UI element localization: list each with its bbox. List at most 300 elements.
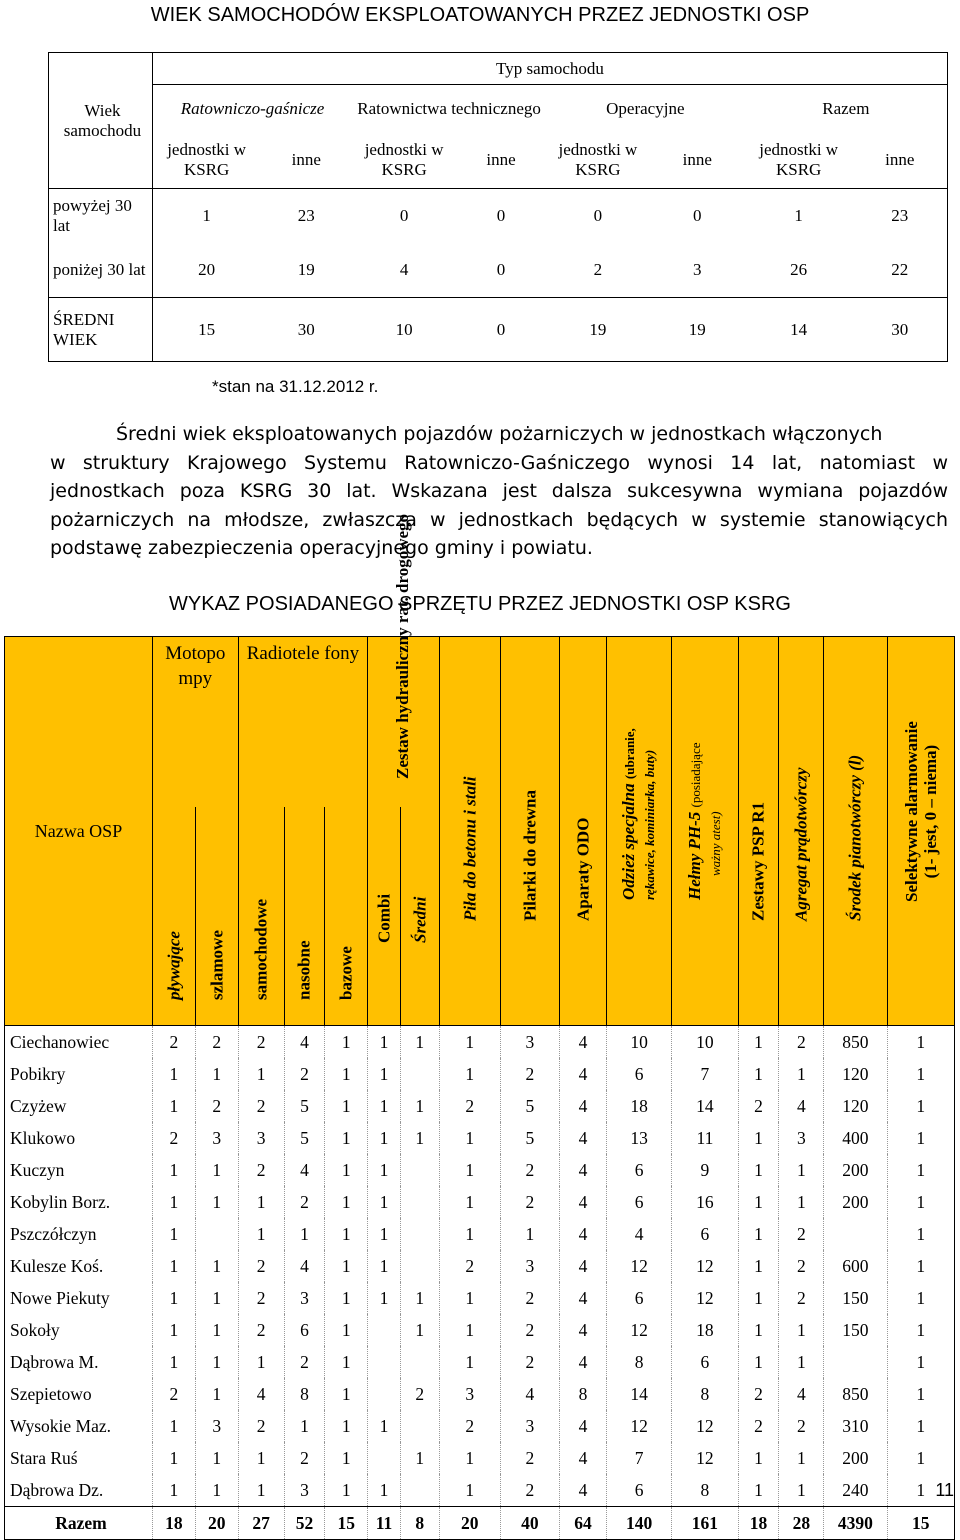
table-cell: 2	[779, 1250, 824, 1282]
table-cell: 1	[439, 1186, 500, 1218]
zestaw-header: Zestaw hydrauliczny rat. drogowego	[368, 637, 439, 808]
table-cell: 12	[606, 1314, 671, 1346]
table-cell: 2	[779, 1218, 824, 1250]
cell: 4	[352, 243, 456, 298]
sub-header: inne	[486, 150, 516, 170]
odo-header: Aparaty ODO	[573, 817, 593, 921]
table-cell: 3	[779, 1122, 824, 1154]
table-cell: 1	[152, 1314, 195, 1346]
cell: 10	[352, 298, 456, 362]
type-header: Typ samochodu	[152, 53, 947, 85]
table-cell: 1	[887, 1186, 954, 1218]
vehicle-age-table	[48, 52, 948, 362]
equipment-title: WYKAZ POSIADANEGO SPRZĘTU PRZEZ JEDNOSTKI OSP KSRG	[169, 593, 791, 615]
table-cell: 10	[606, 1026, 671, 1059]
table-cell: 1	[195, 1250, 238, 1282]
table-row	[5, 1218, 955, 1250]
table-cell: 11	[368, 1507, 401, 1540]
table-cell: 1	[439, 1346, 500, 1378]
table-cell: 2	[500, 1314, 559, 1346]
table-cell: 4	[560, 1122, 607, 1154]
table-cell: 4390	[824, 1507, 887, 1540]
cell: 20	[152, 243, 260, 298]
table-cell: 1	[779, 1474, 824, 1507]
table-cell: 2	[738, 1090, 779, 1122]
table-cell: 2	[439, 1250, 500, 1282]
table-cell: 6	[606, 1186, 671, 1218]
table-cell: 18	[606, 1090, 671, 1122]
table-row	[5, 1314, 955, 1346]
table-cell: 1	[738, 1442, 779, 1474]
bazowe-header: bazowe	[336, 946, 356, 1000]
page-title: WIEK SAMOCHODÓW EKSPLOATOWANYCH PRZEZ JEDNOSTKI OSP	[150, 4, 810, 26]
table-cell: 4	[560, 1218, 607, 1250]
table-cell: 3	[195, 1410, 238, 1442]
table-cell: 64	[560, 1507, 607, 1540]
table-cell: 3	[500, 1410, 559, 1442]
table-cell: 1	[400, 1090, 439, 1122]
table-cell: 1	[368, 1250, 401, 1282]
table-cell: 3	[195, 1122, 238, 1154]
table-cell: 2	[779, 1026, 824, 1059]
osp-name: Stara Ruś	[5, 1442, 153, 1474]
table-cell: 2	[284, 1186, 325, 1218]
table-cell: 1	[887, 1218, 954, 1250]
table-cell: 1	[368, 1154, 401, 1186]
date-note: *stan na 31.12.2012 r.	[212, 377, 379, 396]
odziez-header: Odzież specjalna (ubranie, rękawice, kominiarka, buty)	[619, 728, 658, 900]
table-cell: 2	[738, 1410, 779, 1442]
table-cell: 2	[152, 1378, 195, 1410]
table-cell: 3	[439, 1378, 500, 1410]
table-cell: 1	[887, 1378, 954, 1410]
table-cell: 1	[325, 1442, 368, 1474]
table-cell: 1	[325, 1282, 368, 1314]
table-cell: 240	[824, 1474, 887, 1507]
table-cell: 1	[738, 1250, 779, 1282]
table-cell	[400, 1474, 439, 1507]
table-cell: 12	[672, 1442, 738, 1474]
table-cell: 12	[606, 1250, 671, 1282]
table-cell: 1	[238, 1058, 284, 1090]
table-cell: 2	[238, 1154, 284, 1186]
table-cell: 1	[368, 1474, 401, 1507]
table-cell: 2	[195, 1026, 238, 1059]
table-cell: 27	[238, 1507, 284, 1540]
cell: 30	[260, 298, 352, 362]
table-cell: 1	[195, 1442, 238, 1474]
table-cell: 4	[500, 1378, 559, 1410]
table-cell: 18	[152, 1507, 195, 1540]
table-cell: 1	[887, 1314, 954, 1346]
cell: 30	[853, 298, 948, 362]
table-cell: 1	[368, 1186, 401, 1218]
table-cell: 1	[887, 1410, 954, 1442]
table-cell	[400, 1218, 439, 1250]
motopompy-header: Motopo mpy	[152, 637, 238, 808]
table-cell: 3	[284, 1474, 325, 1507]
osp-name: Czyżew	[5, 1090, 153, 1122]
group-rg: Ratowniczo-gaśnicze	[152, 85, 352, 133]
age-row-average	[49, 298, 948, 362]
cell: 15	[152, 298, 260, 362]
table-cell: 1	[738, 1282, 779, 1314]
table-cell: 1	[400, 1314, 439, 1346]
table-cell: 1	[152, 1058, 195, 1090]
table-cell: 2	[152, 1122, 195, 1154]
table-cell: 2	[500, 1186, 559, 1218]
table-cell: 1	[368, 1026, 401, 1059]
table-cell: 1	[738, 1218, 779, 1250]
table-cell: 18	[672, 1314, 738, 1346]
table-cell: 14	[672, 1090, 738, 1122]
table-cell: 1	[195, 1474, 238, 1507]
table-cell	[368, 1314, 401, 1346]
table-cell: 1	[500, 1218, 559, 1250]
table-cell: 1	[368, 1410, 401, 1442]
table-cell: 1	[439, 1282, 500, 1314]
table-cell: 1	[195, 1346, 238, 1378]
table-cell: 1	[152, 1154, 195, 1186]
table-cell: 1	[368, 1090, 401, 1122]
cell: 19	[546, 298, 650, 362]
table-row	[5, 1442, 955, 1474]
table-cell: 11	[672, 1122, 738, 1154]
table-cell: 1	[195, 1378, 238, 1410]
table-cell: 13	[606, 1122, 671, 1154]
osp-name: Dąbrowa M.	[5, 1346, 153, 1378]
table-cell: 1	[887, 1346, 954, 1378]
cell: 19	[650, 298, 745, 362]
srodek-header: Środek pianotwórczy (l)	[845, 754, 865, 921]
table-cell: 6	[284, 1314, 325, 1346]
table-cell	[368, 1442, 401, 1474]
table-cell: 2	[238, 1090, 284, 1122]
table-cell: 2	[195, 1090, 238, 1122]
cell: 19	[260, 243, 352, 298]
group-op: Operacyjne	[606, 98, 685, 118]
osp-name: Nowe Piekuty	[5, 1282, 153, 1314]
table-cell	[824, 1218, 887, 1250]
table-cell: 4	[560, 1058, 607, 1090]
table-cell: 1	[238, 1218, 284, 1250]
table-cell: 2	[238, 1250, 284, 1282]
cell: 23	[260, 189, 352, 243]
table-cell: 1	[887, 1250, 954, 1282]
table-cell: 1	[887, 1442, 954, 1474]
table-cell: 1	[887, 1282, 954, 1314]
helmy-header: Hełmy PH-5 (posiadające ważny atest)	[684, 742, 723, 900]
table-cell: 1	[368, 1058, 401, 1090]
table-cell: 1	[152, 1218, 195, 1250]
table-cell: 120	[824, 1090, 887, 1122]
table-cell: 1	[887, 1474, 954, 1507]
table-cell: 4	[560, 1186, 607, 1218]
table-cell: 28	[779, 1507, 824, 1540]
table-cell: 1	[738, 1474, 779, 1507]
table-cell: 161	[672, 1507, 738, 1540]
table-cell: 8	[284, 1378, 325, 1410]
table-cell: 4	[560, 1026, 607, 1059]
sub-header: jednostki w KSRG	[364, 140, 444, 180]
table-cell: 1	[284, 1218, 325, 1250]
table-cell: 1	[400, 1282, 439, 1314]
table-cell: 1	[439, 1442, 500, 1474]
sub-header: jednostki w KSRG	[558, 140, 638, 180]
total-row	[5, 1507, 955, 1540]
table-cell	[368, 1346, 401, 1378]
sub-header: jednostki w KSRG	[152, 133, 260, 189]
table-cell: 4	[560, 1346, 607, 1378]
sredni-header: Średni	[410, 896, 430, 943]
table-cell: 9	[672, 1154, 738, 1186]
table-cell: 1	[779, 1442, 824, 1474]
radiotelefony-header: Radiotele fony	[238, 637, 368, 808]
table-cell: 1	[779, 1154, 824, 1186]
table-cell: 2	[238, 1026, 284, 1059]
cell: 0	[456, 189, 546, 243]
age-subheader-row	[49, 133, 948, 189]
pila-header: Piła do betonu i stali	[460, 776, 480, 921]
table-cell: 2	[238, 1314, 284, 1346]
table-cell: 4	[284, 1154, 325, 1186]
table-cell: 4	[560, 1314, 607, 1346]
osp-name: Pszczółczyn	[5, 1218, 153, 1250]
table-cell: 2	[500, 1474, 559, 1507]
table-cell: 8	[606, 1346, 671, 1378]
table-cell: 52	[284, 1507, 325, 1540]
osp-name: Pobikry	[5, 1058, 153, 1090]
table-cell: 1	[439, 1026, 500, 1059]
table-cell: 1	[325, 1026, 368, 1059]
table-cell: 4	[238, 1378, 284, 1410]
sub-header: inne	[291, 150, 321, 170]
table-cell: 200	[824, 1442, 887, 1474]
table-cell	[400, 1186, 439, 1218]
cell: 0	[456, 243, 546, 298]
table-cell: 850	[824, 1026, 887, 1059]
table-cell: 2	[779, 1282, 824, 1314]
table-cell: 4	[284, 1026, 325, 1059]
table-cell	[824, 1346, 887, 1378]
table-cell: 1	[325, 1410, 368, 1442]
table-cell: 1	[152, 1474, 195, 1507]
table-cell: 12	[672, 1250, 738, 1282]
osp-name: Dąbrowa Dz.	[5, 1474, 153, 1507]
table-cell: 1	[238, 1474, 284, 1507]
table-cell: 1	[195, 1282, 238, 1314]
osp-name: Kuczyn	[5, 1154, 153, 1186]
table-cell	[400, 1154, 439, 1186]
table-cell: 2	[400, 1378, 439, 1410]
table-cell: 1	[152, 1346, 195, 1378]
table-cell: 40	[500, 1507, 559, 1540]
table-cell: 1	[284, 1410, 325, 1442]
table-cell: 1	[400, 1026, 439, 1059]
sub-header: jednostki w KSRG	[759, 140, 839, 180]
osp-name: Ciechanowiec	[5, 1026, 153, 1059]
table-cell: 2	[152, 1026, 195, 1059]
table-cell: 1	[738, 1186, 779, 1218]
table-cell: 310	[824, 1410, 887, 1442]
table-cell: 1	[887, 1090, 954, 1122]
table-cell: 15	[887, 1507, 954, 1540]
age-row-above-30	[49, 189, 948, 243]
table-cell: 1	[887, 1122, 954, 1154]
table-cell: 2	[284, 1442, 325, 1474]
table-cell: 4	[560, 1090, 607, 1122]
table-cell: 1	[195, 1058, 238, 1090]
summary-paragraph	[50, 420, 948, 563]
table-cell: 1	[368, 1282, 401, 1314]
table-cell: 1	[400, 1442, 439, 1474]
table-cell: 3	[284, 1282, 325, 1314]
table-row	[5, 1154, 955, 1186]
table-cell: 4	[560, 1154, 607, 1186]
table-cell: 120	[824, 1058, 887, 1090]
table-cell: 1	[738, 1026, 779, 1059]
table-cell: 1	[152, 1186, 195, 1218]
row-label: ŚREDNI WIEK	[49, 298, 153, 362]
table-cell: 1	[738, 1346, 779, 1378]
table-cell: 1	[195, 1154, 238, 1186]
cell: 0	[352, 189, 456, 243]
cell: 3	[650, 243, 745, 298]
table-cell: 1	[887, 1154, 954, 1186]
table-cell: 1	[325, 1346, 368, 1378]
cell: 23	[853, 189, 948, 243]
table-cell: 1	[152, 1442, 195, 1474]
table-cell	[400, 1410, 439, 1442]
table-cell: 1	[195, 1186, 238, 1218]
cell: 1	[152, 189, 260, 243]
table-cell: 2	[738, 1378, 779, 1410]
table-row	[5, 1090, 955, 1122]
osp-name: Klukowo	[5, 1122, 153, 1154]
table-cell: 5	[284, 1122, 325, 1154]
table-cell: 2	[238, 1282, 284, 1314]
table-row	[5, 1058, 955, 1090]
table-cell: 6	[606, 1474, 671, 1507]
table-cell: 1	[238, 1186, 284, 1218]
row-label: poniżej 30 lat	[49, 243, 153, 298]
table-cell: 6	[672, 1346, 738, 1378]
alarm-header: Selektywne alarmowanie (1- jest, 0 – niema)	[901, 721, 940, 902]
table-cell: 14	[606, 1378, 671, 1410]
osp-name: Sokoły	[5, 1314, 153, 1346]
table-cell: 1	[439, 1058, 500, 1090]
table-cell: 6	[606, 1154, 671, 1186]
table-cell: 1	[439, 1122, 500, 1154]
table-cell: 1	[325, 1058, 368, 1090]
page-number: 11	[935, 1480, 954, 1500]
age-row-below-30	[49, 243, 948, 298]
table-cell: 1	[325, 1314, 368, 1346]
table-cell: 8	[672, 1474, 738, 1507]
table-cell: 1	[195, 1314, 238, 1346]
table-cell	[400, 1058, 439, 1090]
table-cell: 850	[824, 1378, 887, 1410]
combi-header: Combi	[374, 893, 394, 943]
table-cell: 1	[779, 1058, 824, 1090]
table-cell: 3	[500, 1026, 559, 1059]
cell: 26	[745, 243, 853, 298]
cell: 0	[546, 189, 650, 243]
table-cell: 12	[672, 1410, 738, 1442]
pilarki-header: Pilarki do drewna	[520, 790, 540, 921]
row-label: powyżej 30 lat	[49, 189, 153, 243]
cell: 22	[853, 243, 948, 298]
table-cell: 1	[738, 1058, 779, 1090]
table-cell: 20	[439, 1507, 500, 1540]
osp-name: Razem	[5, 1507, 153, 1540]
table-cell: 4	[560, 1282, 607, 1314]
table-row	[5, 1346, 955, 1378]
table-cell: 8	[672, 1378, 738, 1410]
table-cell: 2	[238, 1410, 284, 1442]
table-cell: 150	[824, 1314, 887, 1346]
table-cell: 12	[606, 1410, 671, 1442]
table-cell: 2	[500, 1282, 559, 1314]
table-cell: 4	[284, 1250, 325, 1282]
table-cell: 2	[439, 1090, 500, 1122]
plywajace-header: pływające	[164, 931, 184, 1000]
cell: 0	[456, 298, 546, 362]
table-cell: 7	[606, 1442, 671, 1474]
table-cell: 1	[887, 1026, 954, 1059]
sub-header: inne	[682, 150, 712, 170]
table-cell: 1	[152, 1250, 195, 1282]
cell: 14	[745, 298, 853, 362]
table-row	[5, 1250, 955, 1282]
table-cell: 2	[439, 1410, 500, 1442]
sub-header: inne	[853, 133, 948, 189]
table-cell: 1	[738, 1122, 779, 1154]
table-cell: 2	[500, 1346, 559, 1378]
table-cell: 1	[325, 1378, 368, 1410]
table-cell	[400, 1346, 439, 1378]
table-cell: 1	[779, 1346, 824, 1378]
table-cell: 5	[284, 1090, 325, 1122]
table-cell: 1	[738, 1314, 779, 1346]
table-cell: 1	[439, 1474, 500, 1507]
table-cell: 4	[560, 1474, 607, 1507]
table-cell: 1	[779, 1186, 824, 1218]
table-cell	[368, 1378, 401, 1410]
table-cell: 1	[400, 1122, 439, 1154]
table-cell: 12	[672, 1282, 738, 1314]
table-cell: 2	[500, 1058, 559, 1090]
table-cell: 1	[325, 1250, 368, 1282]
table-cell: 400	[824, 1122, 887, 1154]
cell: 0	[650, 189, 745, 243]
table-cell: 1	[152, 1282, 195, 1314]
table-cell: 1	[325, 1474, 368, 1507]
table-cell: 2	[500, 1154, 559, 1186]
name-header: Nazwa OSP	[5, 637, 153, 1026]
table-row	[5, 1410, 955, 1442]
table-cell: 3	[238, 1122, 284, 1154]
table-cell: 150	[824, 1282, 887, 1314]
table-cell: 5	[500, 1122, 559, 1154]
table-cell: 1	[439, 1314, 500, 1346]
table-row	[5, 1122, 955, 1154]
table-cell: 2	[284, 1346, 325, 1378]
paragraph-line-1: Średni wiek eksploatowanych pojazdów pożarniczych w jednostkach włączonych	[116, 423, 883, 445]
table-cell: 2	[779, 1410, 824, 1442]
osp-name: Kobylin Borz.	[5, 1186, 153, 1218]
table-cell: 140	[606, 1507, 671, 1540]
